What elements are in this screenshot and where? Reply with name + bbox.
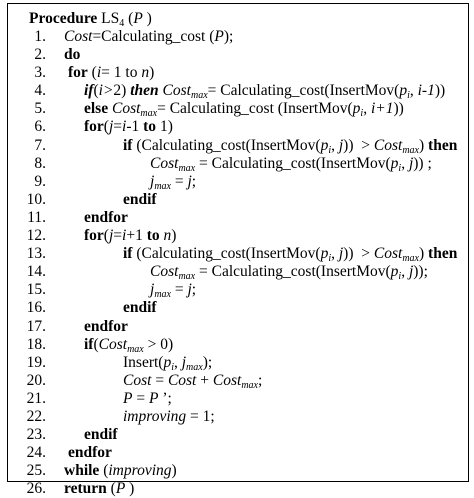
code-text: endif <box>84 426 118 444</box>
line-number: 10. <box>26 190 46 208</box>
code-text: endif <box>123 299 157 317</box>
code-line <box>0 173 474 191</box>
line-number: 7. <box>34 136 46 154</box>
line-number: 25. <box>26 462 46 480</box>
code-line <box>0 336 474 354</box>
code-line <box>0 227 474 245</box>
code-text: endif <box>123 190 157 208</box>
procedure-name: $LS_4$ <box>101 10 125 29</box>
line-number: 21. <box>26 389 46 407</box>
code-text: if ($Calculating\_\cos t(InsertMov(p_i$, j)) > Cost$_{max}$) then <box>123 245 458 265</box>
line-number: 17. <box>26 317 46 335</box>
line-number: 11. <box>27 208 46 226</box>
code-text: endfor <box>68 444 112 462</box>
code-line <box>0 354 474 372</box>
line-number: 9. <box>34 172 46 190</box>
code-line <box>0 245 474 263</box>
procedure-param: P <box>133 10 143 27</box>
code-line <box>0 318 474 336</box>
code-line <box>0 64 474 82</box>
code-text: if(i>2) then Cost$_{max}$= $Calculating\_\cos t(InsertMov(p_i$, i-1)) <box>84 82 446 102</box>
code-lines <box>0 28 474 498</box>
line-number: 24. <box>26 444 46 462</box>
code-line <box>0 480 474 498</box>
code-text: improving = 1; <box>123 407 215 425</box>
code-line <box>0 281 474 299</box>
code-line <box>0 444 474 462</box>
code-line <box>0 299 474 317</box>
line-number: 22. <box>26 407 46 425</box>
code-line <box>0 82 474 100</box>
code-text: $j_{max} = j$; <box>150 281 197 301</box>
line-number: 6. <box>34 118 46 136</box>
line-number: 14. <box>26 263 46 281</box>
line-number: 26. <box>26 480 46 498</box>
code-line <box>0 28 474 46</box>
code-text: $Insert(p_i$, $j_{max}$); <box>123 353 213 373</box>
code-line <box>0 372 474 390</box>
procedure-header: Procedure $LS_4$ (P ) <box>29 10 152 29</box>
code-line <box>0 191 474 209</box>
line-number: 20. <box>26 371 46 389</box>
line-number: 12. <box>26 227 46 245</box>
line-number: 5. <box>34 100 46 118</box>
code-text: $j_{max} = j$; <box>150 172 197 192</box>
code-text: endfor <box>84 317 128 335</box>
code-text: Cost$_{max}$ = $Calculating\_\cos t(InsertMov(p_i$, j)) ; <box>150 154 432 174</box>
code-line <box>0 100 474 118</box>
code-text: for (i= 1 to n) <box>68 64 155 82</box>
code-text: Cost=Calculating_cost (P); <box>64 28 234 45</box>
line-number: 15. <box>26 281 46 299</box>
code-line <box>0 46 474 64</box>
code-text: Cost = Cost + Cost$_{max}$; <box>123 371 263 391</box>
code-line <box>0 118 474 136</box>
code-line <box>0 426 474 444</box>
code-text: return (P ) <box>64 480 135 498</box>
code-line <box>0 155 474 173</box>
line-number: 23. <box>26 426 46 444</box>
line-number: 18. <box>26 335 46 353</box>
line-number: 3. <box>34 64 46 82</box>
code-text: Cost$_{max}$ = $Calculating\_\cos t(InsertMov(p_i$, j)); <box>150 263 428 283</box>
code-text: P = P ’; <box>123 389 172 407</box>
code-line <box>0 209 474 227</box>
code-text: while (improving) <box>64 462 177 480</box>
line-number: 19. <box>26 353 46 371</box>
code-text: if ($Calculating\_\cos t(InsertMov(p_i$, j)) > Cost$_{max}$) then <box>123 136 458 156</box>
line-number: 2. <box>34 46 46 64</box>
line-number: 16. <box>26 299 46 317</box>
procedure-keyword: Procedure <box>29 10 98 27</box>
code-line <box>0 408 474 426</box>
line-number: 8. <box>34 154 46 172</box>
code-text: do <box>64 46 81 64</box>
code-line <box>0 263 474 281</box>
code-text: else Cost$_{max}$= Calculating_cost ($InsertMov(p_i$, i+1)) <box>84 100 404 120</box>
code-text: for(j=i+1 to n) <box>84 227 177 245</box>
line-number: 13. <box>26 245 46 263</box>
code-line <box>0 462 474 480</box>
code-text: if(Cost$_{max}$ > 0) <box>84 335 174 355</box>
code-text: endfor <box>84 208 128 226</box>
line-number: 4. <box>34 82 46 100</box>
code-line <box>0 137 474 155</box>
code-line <box>0 390 474 408</box>
code-text: for(j=i-1 to 1) <box>84 118 173 136</box>
line-number: 1. <box>34 28 46 45</box>
